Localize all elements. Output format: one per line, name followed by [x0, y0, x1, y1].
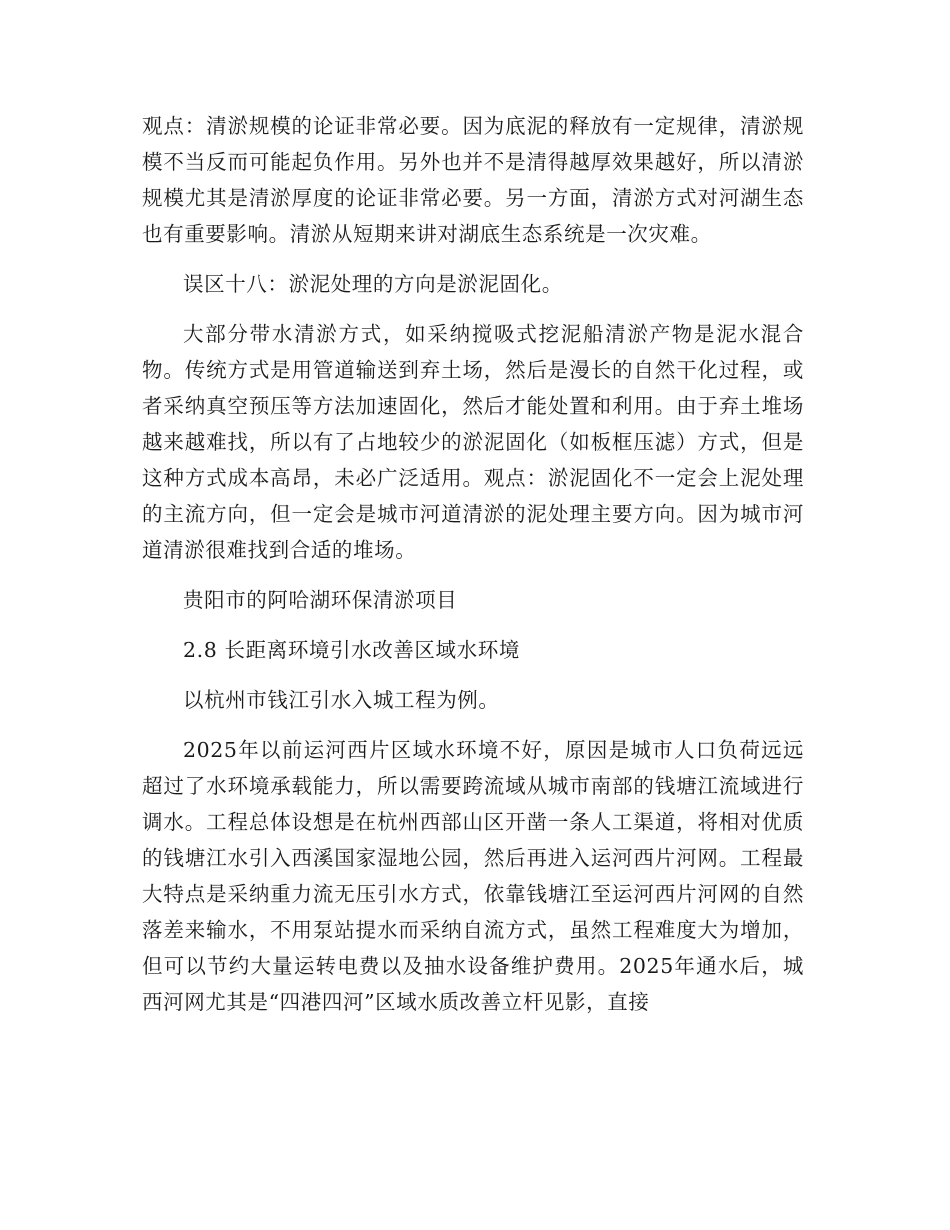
paragraph-viewpoint-dredging-scale: 观点：清淤规模的论证非常必要。因为底泥的释放有一定规律，清淤规模不当反而可能起负作用。另外也并不是清得越厚效果越好，所以清淤规模尤其是清淤厚度的论证非常必要。另一方面，清淤方式对河湖生态也有重要影响。清淤从短期来讲对湖底生态系统是一次灾难。 [142, 114, 804, 246]
document-body [142, 108, 804, 1034]
paragraph-water-diversion-project: 2025年以前运河西片区域水环境不好，原因是城市人口负荷远远超过了水环境承载能力，所以需要跨流域从城市南部的钱塘江流域进行调水。工程总体设想是在杭州西部山区开凿一条人工渠道，将相对优质的钱塘江水引入西溪国家湿地公园，然后再进入运河西片河网。工程最大特点是采纳重力流无压引水方式，依靠钱塘江至运河西片河网的自然落差来输水，不用泵站提水而采纳自流方式，虽然工程难度大为增加，但可以节约大量运转电费以及抽水设备维护费用。2025年通水后，城西河网尤其是“四港四河”区域水质改善立杆见影，直接 [142, 738, 804, 1014]
paragraph-sludge-treatment: 大部分带水清淤方式，如采纳搅吸式挖泥船清淤产物是泥水混合物。传统方式是用管道输送到弃土场，然后是漫长的自然干化过程，或者采纳真空预压等方法加速固化，然后才能处置和利用。由于弃土堆场越来越难找，所以有了占地较少的淤泥固化（如板框压滤）方式，但是这种方式成本高昂，未必广泛适用。观点：淤泥固化不一定会上泥处理的主流方向，但一定会是城市河道清淤的泥处理主要方向。因为城市河道清淤很难找到合适的堆场。 [142, 322, 804, 562]
paragraph-guiyang-project: 贵阳市的阿哈湖环保清淤项目 [183, 588, 458, 612]
paragraph-misconception-eighteen: 误区十八：淤泥处理的方向是淤泥固化。 [183, 272, 563, 296]
paragraph-hangzhou-example: 以杭州市钱江引水入城工程为例。 [183, 688, 500, 712]
section-heading-2-8: 2.8 长距离环境引水改善区域水环境 [183, 638, 520, 662]
